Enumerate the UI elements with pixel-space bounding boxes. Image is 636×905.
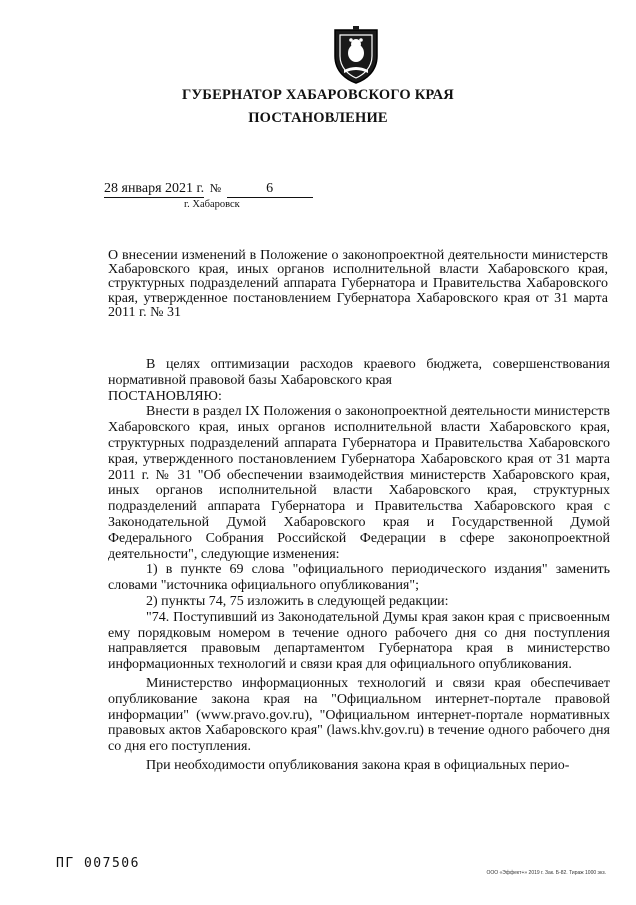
paragraph-continued: При необходимости опубликования закона края в официальных перио-	[146, 757, 570, 773]
governor-title: ГУБЕРНАТОР ХАБАРОВСКОГО КРАЯ	[182, 87, 454, 103]
number-sign: №	[209, 181, 222, 195]
paragraph-item-2: 2) пункты 74, 75 изложить в следующей редакции:	[146, 593, 449, 609]
paragraph-amendments: Внести в раздел IX Положения о законопроектной деятельности министерств Хабаровского края, иных органов исполнительной власти Хабаровского края, структурных подразделений аппарата Губернатора и Правительства Хабаровского края, утвержденного постановлением Губернатора Хабаровского края от 31 марта 2011 г. № 31 "Об обеспечении взаимодействия министерств Хабаровского края, иных органов исполнительной власти Хабаровского края, структурных подразделений аппарата Губернатора и Правительства Хабаровского края с Законодательной Думой Хабаровского края и Государственной Думой Федерального Собрания Российской Федерации в сфере законопроектной деятельности", следующие изменения:	[108, 404, 610, 562]
document-body	[108, 357, 610, 774]
decree-word: ПОСТАНОВЛЯЮ:	[108, 388, 222, 404]
document-date: 28 января 2021 г.	[104, 181, 205, 196]
document-number: 6	[227, 181, 313, 198]
date-number-line	[104, 181, 313, 198]
paragraph-item-1: 1) в пункте 69 слова "официального периодического издания" заменить словами "источника официального опубликования";	[108, 562, 610, 594]
print-info: ООО «Эффект+» 2019 г. Зак. Б-82. Тираж 1000 экз.	[486, 870, 606, 876]
paragraph-purpose: В целях оптимизации расходов краевого бюджета, совершенствования нормативной правовой базы Хабаровского края	[108, 357, 610, 388]
paragraph-ministry: Министерство информационных технологий и связи края обеспечивает опубликование закона края на "Официальном интернет-портале правовой информации" (www.pravo.gov.ru), "Официальном интернет-портале нормативных правовых актов Хабаровского края" (laws.khv.gov.ru) в течение одного рабочего дня со дня его поступления.	[108, 675, 610, 755]
form-serial-number: ПГ 007506	[56, 856, 140, 871]
document-subject: О внесении изменений в Положение о законопроектной деятельности министерств Хабаровского края, иных органов исполнительной власти Хабаровского края, структурных подразделений аппарата Губернатора и Правительства Хабаровского края, утвержденное постановлением Губернатора Хабаровского края от 31 марта 2011 г. № 31	[108, 248, 608, 320]
document-type: ПОСТАНОВЛЕНИЕ	[248, 110, 388, 126]
coat-of-arms-icon	[331, 26, 381, 84]
paragraph-74: "74. Поступивший из Законодательной Думы края закон края с присвоенным ему порядковым номером в течение одного рабочего дня со дня поступления направляется правовым департаментом Губернатора края в министерство информационных технологий и связи края для официального опубликования.	[108, 609, 610, 673]
city: г. Хабаровск	[184, 199, 240, 210]
